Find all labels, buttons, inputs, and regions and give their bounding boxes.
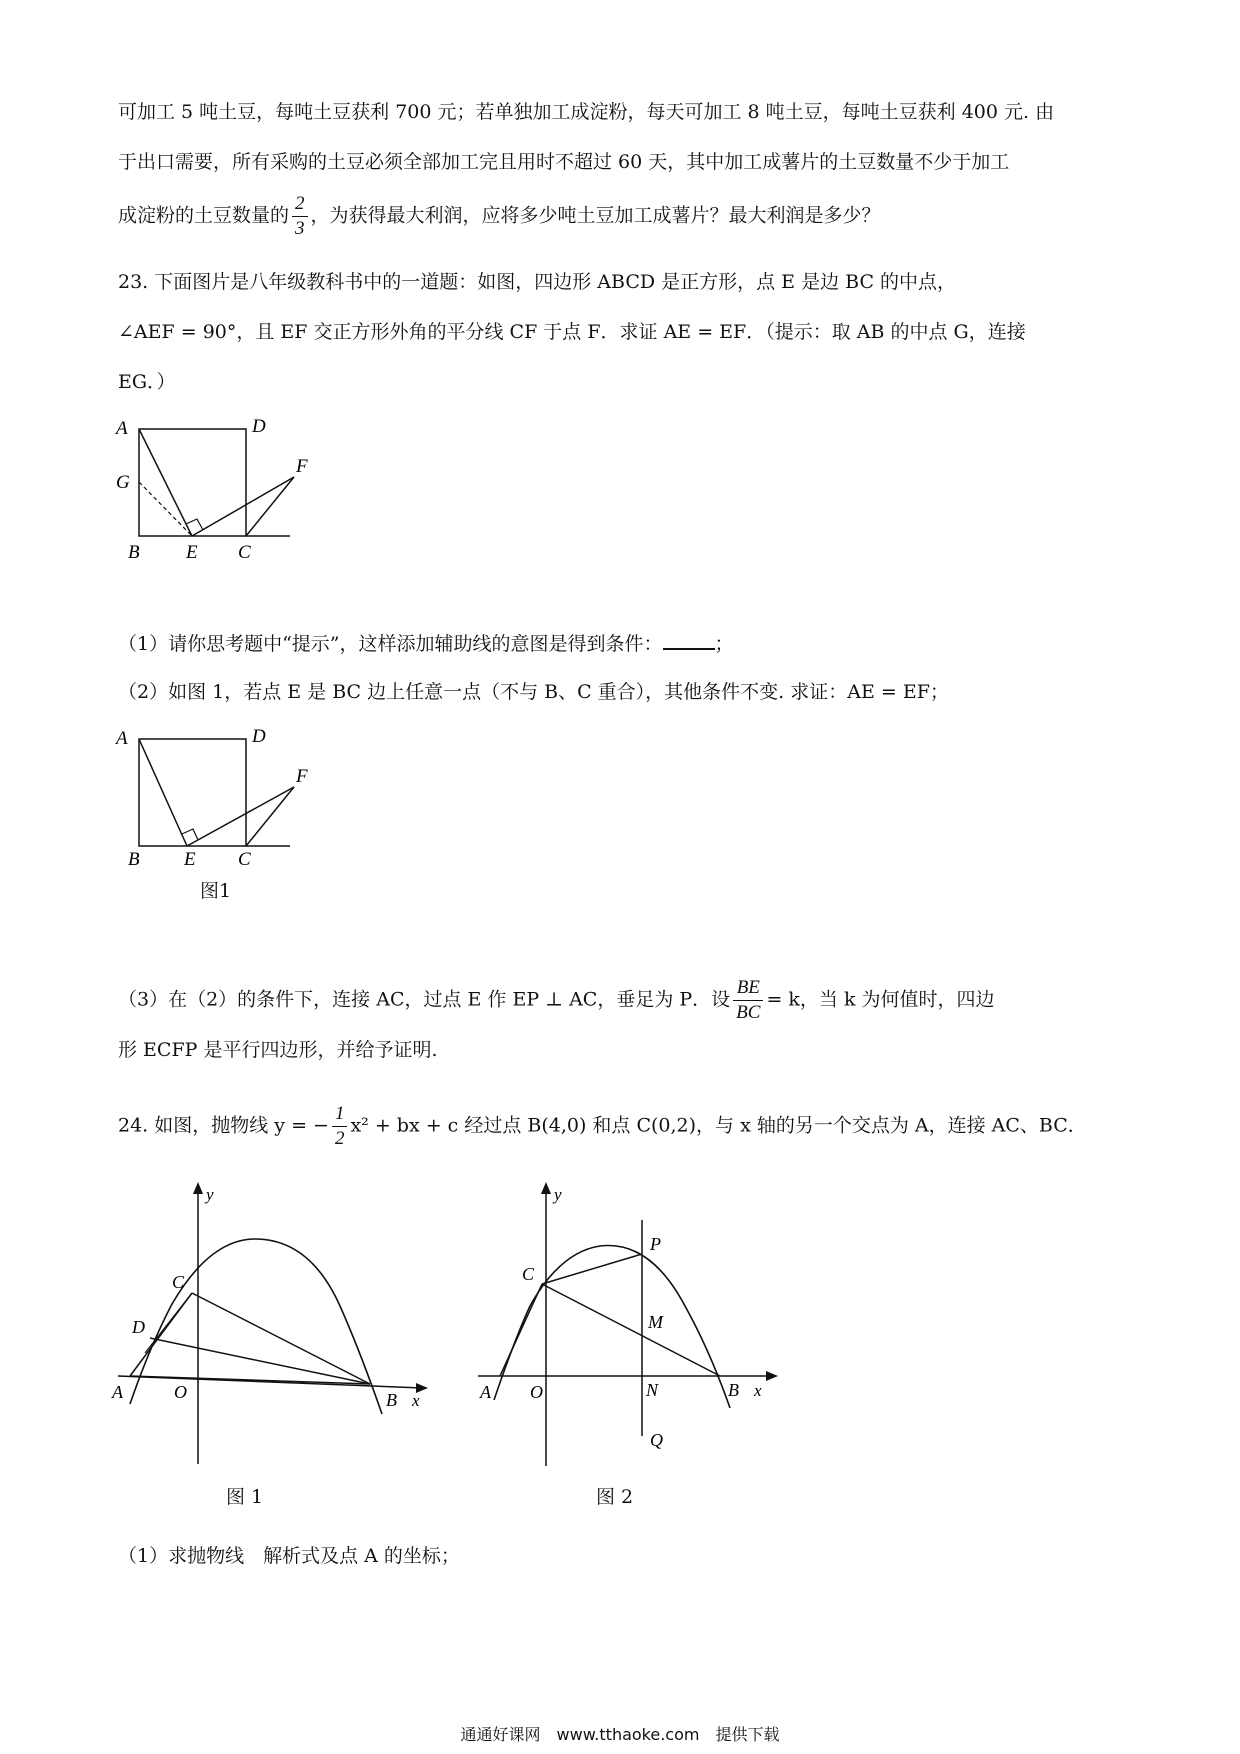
label-b: B <box>128 542 140 563</box>
label-e: E <box>184 849 196 870</box>
label-a: A <box>112 1382 123 1402</box>
q24-fig1-caption: 图 1 <box>226 1486 264 1508</box>
label-d: D <box>132 1317 145 1337</box>
label-a: A <box>116 418 128 439</box>
q23-figure-square <box>110 410 320 565</box>
label-o: O <box>174 1382 187 1402</box>
q23-fig1-caption: 图1 <box>200 880 232 902</box>
label-o: O <box>530 1382 543 1402</box>
q23-part-1: （1）请你思考题中“提示”，这样添加辅助线的意图是得到条件： ； <box>118 628 734 658</box>
answer-blank <box>663 628 715 650</box>
label-f: F <box>296 456 308 477</box>
label-b: B <box>728 1380 739 1400</box>
q23-part-3-line-2: 形 ECFP 是平行四边形，并给予证明. <box>118 1039 438 1061</box>
label-m: M <box>648 1312 663 1332</box>
q24-figure-2 <box>470 1176 790 1476</box>
q22-line-2: 于出口需要，所有采购的土豆必须全部加工完且用时不超过 60 天，其中加工成薯片的土豆数量不少于加工 <box>118 151 1010 173</box>
label-y: y <box>554 1185 562 1204</box>
label-g: G <box>116 472 130 493</box>
label-x: x <box>412 1391 420 1410</box>
label-b: B <box>128 849 140 870</box>
q22-line-3: 成淀粉的土豆数量的 $\frac{2}{3}$ ，为获得最大利润，应将多少吨土豆加工成薯片？最大利润是多少？ <box>118 193 881 239</box>
label-a: A <box>480 1382 491 1402</box>
label-d: D <box>252 726 266 747</box>
label-y: y <box>206 1185 214 1204</box>
q24-figure-1 <box>110 1176 440 1476</box>
q23-part-3: （3）在（2）的条件下，连接 AC，过点 E 作 EP ⊥ AC，垂足为 P．设 $\frac{BE}{BC}$ = k，当 k 为何值时，四边 <box>118 977 995 1023</box>
page-footer: 通通好课网 www.tthaoke.com 提供下载 <box>460 1725 780 1744</box>
label-p: P <box>650 1234 661 1254</box>
label-e: E <box>186 542 198 563</box>
label-x: x <box>754 1381 762 1400</box>
fraction-be-bc: $\frac{BE}{BC}$ <box>733 976 763 1025</box>
q24-line-1: 24. 如图，抛物线 y = − $\frac{1}{2}$ x² + bx + c 经过点 B(4,0) 和点 C(0,2)，与 x 轴的另一个交点为 A，连接 AC、BC． <box>118 1103 1087 1149</box>
q23-line-2: ∠AEF = 90°，且 EF 交正方形外角的平分线 CF 于点 F．求证 AE = EF．（提示：取 AB 的中点 G，连接 <box>118 321 1026 343</box>
label-c: C <box>522 1264 535 1284</box>
q22-line-1: 可加工 5 吨土豆，每吨土豆获利 700 元；若单独加工成淀粉，每天可加工 8 吨土豆，每吨土豆获利 400 元. 由 <box>118 101 1055 123</box>
label-f: F <box>296 766 308 787</box>
label-c: C <box>238 542 251 563</box>
q24-part-1: （1）求抛物线 解析式及点 A 的坐标； <box>118 1545 460 1567</box>
label-a: A <box>116 728 128 749</box>
q23-part-2: （2）如图 1，若点 E 是 BC 边上任意一点（不与 B、C 重合），其他条件不变. 求证：AE = EF； <box>118 681 949 703</box>
label-c: C <box>238 849 251 870</box>
q24-fig2-caption: 图 2 <box>596 1486 634 1508</box>
fraction-one-half: $\frac{1}{2}$ <box>332 1102 348 1151</box>
q23-figure-1 <box>110 720 320 870</box>
label-q: Q <box>650 1430 663 1450</box>
label-n: N <box>646 1380 659 1400</box>
q23-line-3: EG．） <box>118 371 176 393</box>
label-b: B <box>386 1390 397 1410</box>
label-c: C <box>172 1272 185 1292</box>
label-d: D <box>252 416 266 437</box>
fraction-two-thirds: $\frac{2}{3}$ <box>292 192 308 241</box>
q23-line-1: 23. 下面图片是八年级教科书中的一道题：如图，四边形 ABCD 是正方形，点 E 是边 BC 的中点， <box>118 271 957 293</box>
